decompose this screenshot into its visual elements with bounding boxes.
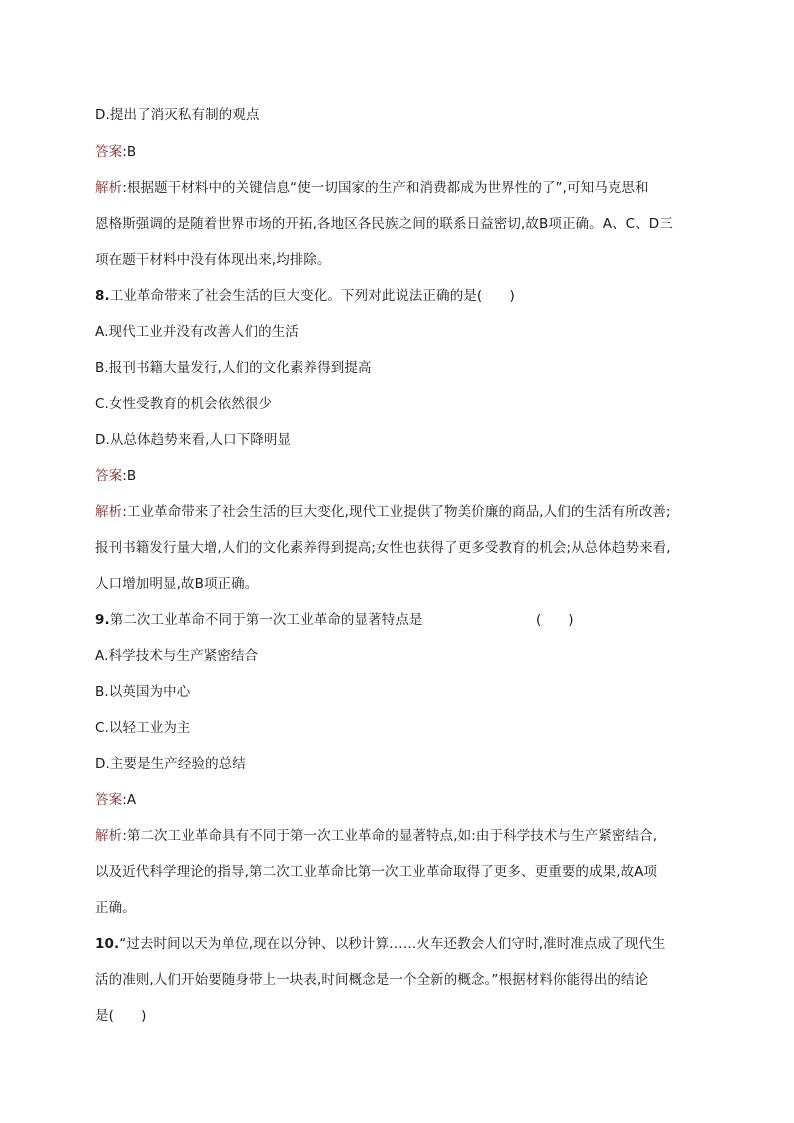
q8-number: 8. bbox=[95, 288, 110, 304]
q8-answer bbox=[95, 467, 136, 485]
q9-analysis-line-3: 正确。 bbox=[95, 900, 136, 916]
q9-analysis-text-1: :第二次工业革命具有不同于第一次工业革命的显著特点,如:由于科学技术与生产紧密结合, bbox=[122, 828, 658, 844]
q8-analysis-line-1 bbox=[95, 503, 671, 521]
q8-stem-text: 工业革命带来了社会生活的巨大变化。下列对此说法正确的是( ) bbox=[109, 288, 515, 304]
q7-analysis-text-1: :根据题干材料中的关键信息“使一切国家的生产和消费都成为世界性的了”,可知马克思和 bbox=[122, 180, 649, 196]
q7-analysis-line-1 bbox=[95, 179, 649, 197]
q9-answer-paren: ( ) bbox=[536, 612, 574, 628]
q8-analysis-label: 解析 bbox=[95, 504, 123, 520]
q9-option-c: C.以轻工业为主 bbox=[95, 720, 191, 736]
q9-analysis-label: 解析 bbox=[95, 828, 123, 844]
q9-stem bbox=[95, 611, 423, 629]
q10-stem-line-1 bbox=[95, 935, 666, 953]
q9-answer-value: :A bbox=[122, 792, 137, 808]
q8-analysis-text-1: :工业革命带来了社会生活的巨大变化,现代工业提供了物美价廉的商品,人们的生活有所改善; bbox=[122, 504, 671, 520]
q7-analysis-line-3: 项在题干材料中没有体现出来,均排除。 bbox=[95, 252, 331, 268]
q10-stem-text-1: “过去时间以天为单位,现在以分钟、以秒计算……火车还教会人们守时,准时准点成了现代生 bbox=[119, 936, 666, 952]
q9-answer-label: 答案 bbox=[95, 792, 123, 808]
q10-stem-line-2: 活的准则,人们开始要随身带上一块表,时间概念是一个全新的概念。”根据材料你能得出的结论 bbox=[95, 972, 649, 988]
q9-stem-text: 第二次工业革命不同于第一次工业革命的显著特点是 bbox=[109, 612, 423, 628]
q8-answer-value: :B bbox=[122, 468, 137, 484]
q9-option-a: A.科学技术与生产紧密结合 bbox=[95, 648, 259, 664]
q8-option-d: D.从总体趋势来看,人口下降明显 bbox=[95, 432, 292, 448]
q7-answer-value: :B bbox=[122, 144, 137, 160]
q8-answer-label: 答案 bbox=[95, 468, 123, 484]
q7-analysis-label: 解析 bbox=[95, 180, 123, 196]
q7-analysis-line-2: 恩格斯强调的是随着世界市场的开拓,各地区各民族之间的联系日益密切,故B项正确。A、C、D三 bbox=[95, 216, 673, 232]
q7-answer-label: 答案 bbox=[95, 144, 123, 160]
q9-analysis-line-1 bbox=[95, 827, 657, 845]
q9-answer bbox=[95, 791, 136, 809]
q8-option-a: A.现代工业并没有改善人们的生活 bbox=[95, 324, 299, 340]
q10-stem-line-3: 是( ) bbox=[95, 1008, 147, 1024]
q9-analysis-line-2: 以及近代科学理论的指导,第二次工业革命比第一次工业革命取得了更多、更重要的成果,故A项 bbox=[95, 864, 658, 880]
q10-number: 10. bbox=[95, 936, 120, 952]
q9-option-d: D.主要是生产经验的总结 bbox=[95, 756, 246, 772]
q9-number: 9. bbox=[95, 612, 110, 628]
q7-option-d: D.提出了消灭私有制的观点 bbox=[95, 107, 260, 123]
q7-answer bbox=[95, 143, 136, 161]
q8-analysis-line-3: 人口增加明显,故B项正确。 bbox=[95, 576, 259, 592]
q8-option-c: C.女性受教育的机会依然很少 bbox=[95, 396, 273, 412]
q9-option-b: B.以英国为中心 bbox=[95, 684, 191, 700]
q8-stem bbox=[95, 287, 515, 305]
q8-analysis-line-2: 报刊书籍发行量大增,人们的文化素养得到提高;女性也获得了更多受教育的机会;从总体趋势来看, bbox=[95, 540, 671, 556]
q8-option-b: B.报刊书籍大量发行,人们的文化素养得到提高 bbox=[95, 360, 372, 376]
